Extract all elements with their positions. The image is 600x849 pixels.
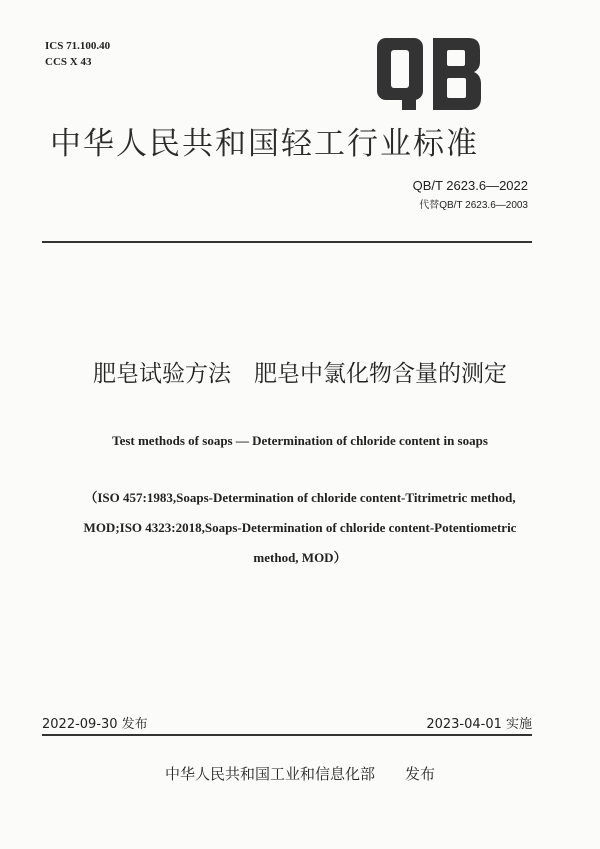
standard-number: QB/T 2623.6—2022: [412, 178, 528, 193]
iso-reference-line: （ISO 457:1983,Soaps-Determination of chloride content-Titrimetric method,: [84, 490, 516, 505]
issuing-authority: 中华人民共和国工业和信息化部 发布: [164, 765, 435, 783]
chinese-title: 肥皂试验方法 肥皂中氯化物含量的测定: [93, 361, 507, 387]
implementation-date: 2023-04-01 实施: [426, 717, 532, 732]
iso-reference-line: MOD;ISO 4323:2018,Soaps-Determination of chloride content-Potentiometric: [83, 520, 517, 535]
ccs-code: CCS X 43: [45, 56, 92, 68]
english-title: Test methods of soaps — Determination of chloride content in soaps: [112, 433, 488, 448]
iso-reference-line: method, MOD）: [253, 550, 347, 565]
standard-category-title: 中华人民共和国轻工行业标准: [50, 126, 479, 162]
qb-logo: [377, 38, 481, 110]
top-divider: [42, 241, 532, 243]
standard-number-block: [413, 178, 528, 211]
replaces-standard: 代替QB/T 2623.6—2003: [419, 200, 528, 211]
classification-codes: [45, 38, 110, 70]
bottom-divider: [42, 734, 532, 736]
issue-date: 2022-09-30 发布: [42, 717, 148, 732]
iso-reference: [50, 483, 550, 573]
ics-code: ICS 71.100.40: [45, 40, 111, 52]
